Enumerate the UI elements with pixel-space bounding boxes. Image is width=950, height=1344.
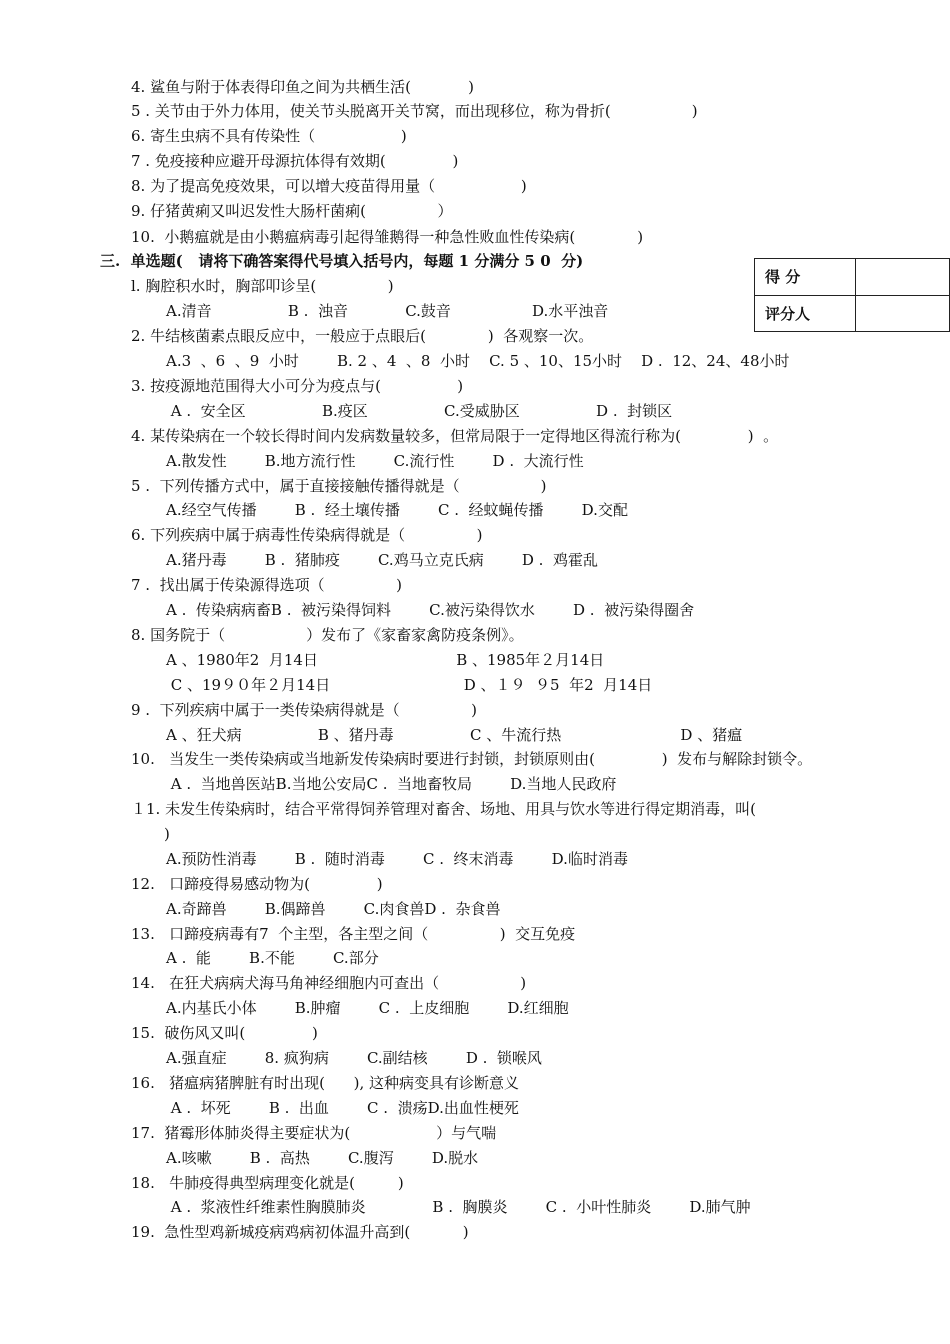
tf-question-8: 8. 为了提高免疫效果，可以增大疫苗得用量（ ): [131, 177, 527, 195]
question-8: 8. 国务院于（ ）发布了《家畜家禽防疫条例》。: [131, 626, 524, 644]
question-12: 12. 口蹄疫得易感动物为( ): [131, 875, 383, 893]
question-18: 18. 牛肺疫得典型病理变化就是( ): [131, 1174, 404, 1192]
question-16-options: A . 坏死 B . 出血 C . 溃疡D.出血性梗死: [166, 1099, 519, 1117]
question-11-options: A.预防性消毒 B . 随时消毒 C . 终末消毒 D.临时消毒: [166, 850, 628, 868]
question-14-options: A.内基氏小体 B.肿瘤 C . 上皮细胞 D.红细胞: [166, 999, 569, 1017]
question-9-options: A 、狂犬病 B 、猪丹毒 C 、牛流行热 D 、猪瘟: [166, 726, 743, 744]
question-2: 2. 牛结核菌素点眼反应中，一般应于点眼后( ) 各观察一次。: [131, 327, 594, 345]
question-11: １1. 未发生传染病时，结合平常得饲养管理对畜舍、场地、用具与饮水等进行得定期消毒，叫(: [131, 800, 756, 818]
question-11-continuation: ): [164, 825, 170, 843]
question-5-options: A.经空气传播 B . 经土壤传播 C . 经蚊蝇传播 D.交配: [166, 501, 628, 519]
question-19: 19. 急性型鸡新城疫病鸡病初体温升高到( ): [131, 1223, 469, 1241]
question-9: 9 . 下列疾病中属于一类传染病得就是（ ): [131, 701, 477, 719]
question-7: 7 . 找出属于传染源得选项（ ): [131, 576, 402, 594]
reviewer-field[interactable]: [856, 295, 950, 332]
question-17-options: A.咳嗽 B . 高热 C.腹泻 D.脱水: [166, 1149, 479, 1167]
question-5: 5 . 下列传播方式中，属于直接接触传播得就是（ ): [131, 477, 547, 495]
question-16: 16. 猪瘟病猪脾脏有时出现( ), 这种病变具有诊断意义: [131, 1074, 520, 1092]
question-14: 14. 在狂犬病病犬海马角神经细胞内可查出（ ): [131, 974, 527, 992]
question-3: 3. 按疫源地范围得大小可分为疫点与( ): [131, 377, 464, 395]
score-box: [754, 258, 950, 332]
question-12-options: A.奇蹄兽 B.偶蹄兽 C.肉食兽D . 杂食兽: [166, 900, 501, 918]
question-18-options: A . 浆液性纤维素性胸膜肺炎 B . 胸膜炎 C . 小叶性肺炎 D.肺气肿: [166, 1198, 751, 1216]
tf-question-5: 5 . 关节由于外力体用，使关节头脱离开关节窝，而出现移位，称为骨折( ): [131, 102, 698, 120]
question-6-options: A.猪丹毒 B . 猪肺疫 C.鸡马立克氏病 D . 鸡霍乱: [166, 551, 598, 569]
question-1-options: A.清音 B . 浊音 C.鼓音 D.水平浊音: [166, 302, 609, 320]
question-8-options-ab: A 、1980年2 月14日 B 、1985年２月14日: [166, 651, 605, 669]
question-1: l. 胸腔积水时，胸部叩诊呈( ): [131, 277, 394, 295]
question-10-options: A . 当地兽医站B.当地公安局C . 当地畜牧局 D.当地人民政府: [166, 775, 617, 793]
tf-question-9: 9. 仔猪黄痢又叫迟发性大肠杆菌痢( ）: [131, 202, 453, 220]
tf-question-10: 10. 小鹅瘟就是由小鹅瘟病毒引起得雏鹅得一种急性败血性传染病( ): [131, 228, 644, 246]
question-2-options: A.3 、6 、9 小时 B. 2 、4 、8 小时 C. 5 、10、15小时 D . 12、24、48小时: [166, 352, 790, 370]
question-15-options: A.强直症 8. 疯狗病 C.副结核 D . 锁喉风: [166, 1049, 542, 1067]
question-6: 6. 下列疾病中属于病毒性传染病得就是（ ): [131, 526, 483, 544]
score-label: 得 分: [755, 259, 856, 296]
question-7-options: A . 传染病病畜B . 被污染得饲料 C.被污染得饮水 D . 被污染得圈舍: [166, 601, 695, 619]
score-field[interactable]: [856, 259, 950, 296]
question-4: 4. 某传染病在一个较长得时间内发病数量较多，但常局限于一定得地区得流行称为( ) 。: [131, 427, 779, 445]
reviewer-label: 评分人: [755, 295, 856, 332]
tf-question-4: 4. 鲨鱼与附于体表得印鱼之间为共栖生活( ): [131, 78, 475, 96]
question-17: 17. 猪霉形体肺炎得主要症状为( ）与气喘: [131, 1124, 497, 1142]
section-title: 三. 单选题( 请将下确答案得代号填入括号内，每题 1 分满分 5 0 分): [100, 252, 584, 270]
question-10: 10. 当发生一类传染病或当地新发传染病时要进行封锁，封锁原则由( ) 发布与解除封锁令。: [131, 750, 813, 768]
tf-question-7: 7 . 免疫接种应避开母源抗体得有效期( ): [131, 152, 459, 170]
question-3-options: A . 安全区 B.疫区 C.受威胁区 D . 封锁区: [166, 402, 673, 420]
question-13: 13. 口蹄疫病毒有7 个主型，各主型之间（ ) 交互免疫: [131, 925, 576, 943]
tf-question-6: 6. 寄生虫病不具有传染性（ ): [131, 127, 407, 145]
question-4-options: A.散发性 B.地方流行性 C.流行性 D . 大流行性: [166, 452, 584, 470]
question-8-options-cd: C 、19９０年２月14日 D 、１９ ９5 年2 月14日: [166, 676, 653, 694]
question-15: 15. 破伤风又叫( ): [131, 1024, 318, 1042]
question-13-options: A . 能 B.不能 C.部分: [166, 949, 379, 967]
